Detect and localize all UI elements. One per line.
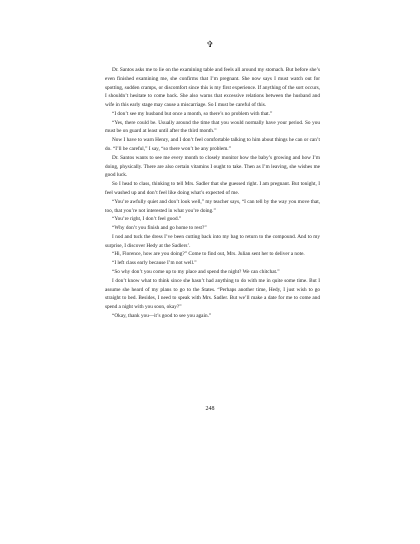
paragraph: “You’re right, I don’t feel good.”: [112, 216, 182, 223]
paragraph: “You’re awfully quiet and don’t look well,” my teacher says, “I can tell by the way you move that, too, that you’re not interested in what you’re doing.”: [105, 198, 320, 214]
paragraph: Now I have to warn Henry, and I don’t feel comfortable talking to him about things he can or can’t do. “I’ll be careful,” I say, “so there won’t be any problem.”: [105, 137, 320, 153]
body-text: [105, 66, 320, 321]
paragraph: “Why don’t you finish and go home to rest?”: [112, 225, 207, 232]
paragraph: “Okay, thank you—it’s good to see you again.”: [112, 312, 212, 319]
paragraph: “Hi, Florence, how are you doing?” Come to find out, Mrs. Julian sent her to deliver a note.: [112, 251, 305, 258]
paragraph: I don’t know what to think since she hasn’t had anything to do with me in quite some time. But I assume she heard of my plans to go to the States. “Perhaps another time, Hedy, I just wish to go straight to bed. Besides, I need to speak with Mrs. Sadler. But we’ll make a date for me to come and spend a night with you soon, okay?”: [105, 277, 320, 311]
paragraph: “Yes, there could be. Usually around the time that you would normally have your period. So you must be on guard at least until after the third month.”: [105, 119, 320, 135]
paragraph: I nod and tuck the dress I’ve been cutting back into my bag to return to the compound. And to my surprise, I discover Hedy at the Sadlers’.: [105, 233, 320, 249]
paragraph: “I don’t see my husband but once a month, so there’s no problem with that.”: [112, 110, 273, 117]
chapter-ornament: ✞: [206, 40, 214, 50]
paragraph: “So why don’t you come up to my place and spend the night? We can chitchat.”: [112, 268, 280, 275]
paragraph: Dr. Santos asks me to lie on the examining table and feels all around my stomach. But before she’s even finished examining me, she confirms that I’m pregnant. She now says I must watch out for spotting, sudden cramps, or discomfort since this is my first experience. If anything of the sort occurs, I shouldn’t hesitate to come back. She also warns that excessive relations between the husband and wife in this early stage may cause a miscarriage. So I must be careful of this.: [105, 67, 320, 109]
page-number: 248: [205, 406, 215, 412]
paragraph: So I head to class, thinking to tell Mrs. Sadler that she guessed right. I am pregnant. But tonight, I feel washed up and don’t feel like doing what’s expected of me.: [105, 181, 320, 196]
paragraph: “I left class early because I’m not well.”: [112, 260, 197, 267]
paragraph: Dr. Santos wants to see me every month to closely monitor how the baby’s growing and how I’m doing, physically. There are also certain vitamins I ought to take. Then as I’m leaving, she wishes me good luck.: [105, 154, 320, 179]
